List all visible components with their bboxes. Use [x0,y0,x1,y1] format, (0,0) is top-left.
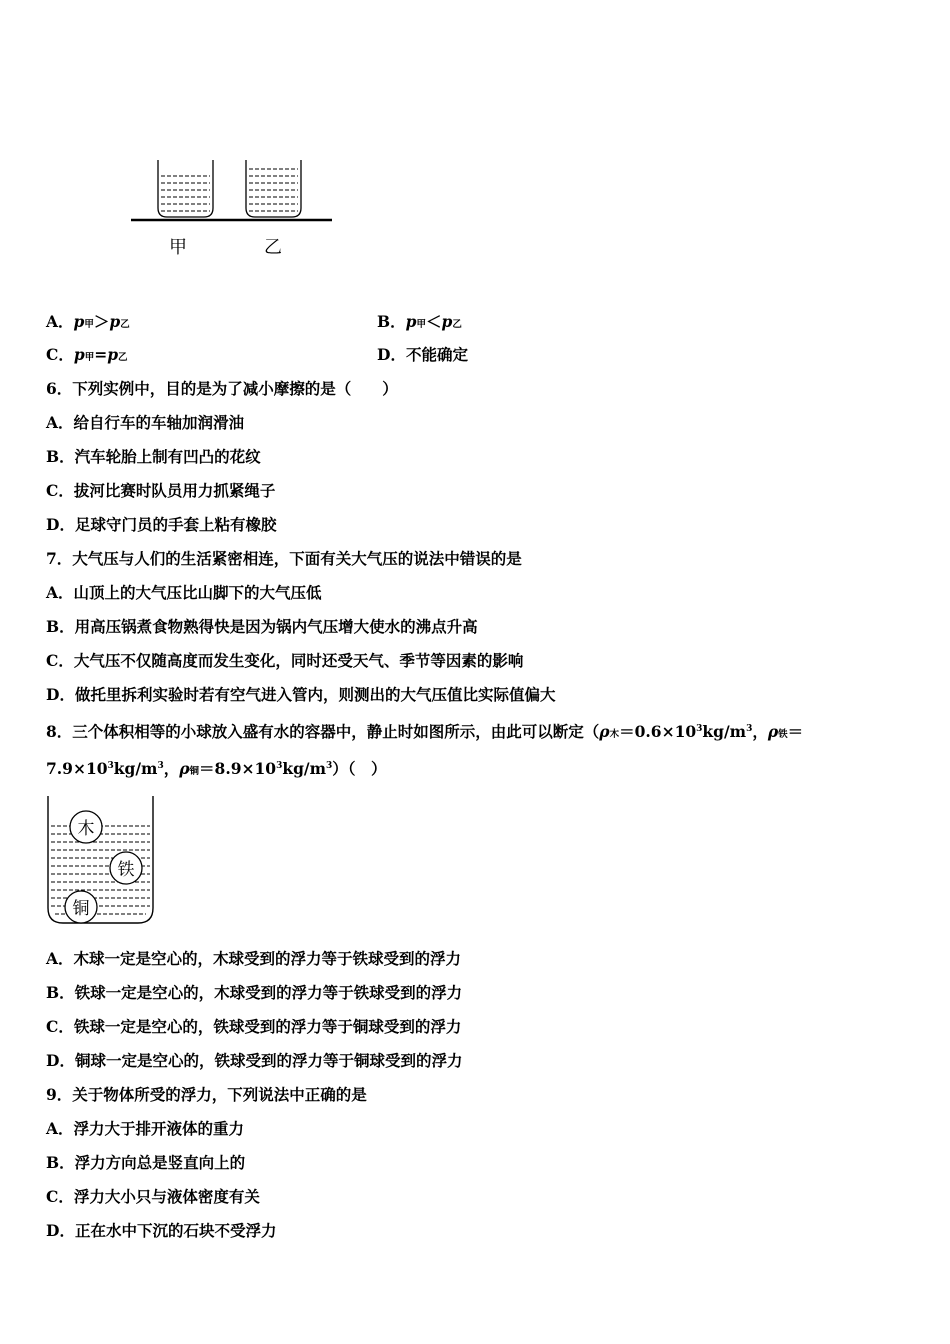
q9-option-d[interactable]: D．正在水中下沉的石块不受浮力 [46,1221,277,1240]
q8-stem-line1: 8．三个体积相等的小球放入盛有水的容器中，静止时如图所示，由此可以断定（ρ木$=0.6\times 10^3kg/m^3$，ρ铁＝ [46,722,804,741]
ball-wood [70,811,102,843]
q6-option-a[interactable]: A．给自行车的车轴加润滑油 [46,413,245,432]
q9-option-c[interactable]: C．浮力大小只与液体密度有关 [46,1187,260,1206]
q7-option-d[interactable]: D．做托里拆利实验时若有空气进入管内，则测出的大气压值比实际值偏大 [46,685,556,704]
q6-option-b[interactable]: B．汽车轮胎上制有凹凸的花纹 [46,447,261,466]
beaker-figure [0,790,950,930]
container-yi [246,160,301,217]
containers-figure [0,0,950,270]
label-yi: 乙 [264,237,282,258]
q5-option-d[interactable]: D．不能确定 [377,345,468,364]
q8-option-b[interactable]: B．铁球一定是空心的，木球受到的浮力等于铁球受到的浮力 [46,983,463,1002]
q7-option-b[interactable]: B．用高压锅煮食物熟得快是因为锅内气压增大使水的沸点升高 [46,617,478,636]
q7-option-c[interactable]: C．大气压不仅随高度而发生变化，同时还受天气、季节等因素的影响 [46,651,524,670]
q6-option-d[interactable]: D．足球守门员的手套上粘有橡胶 [46,515,277,534]
q6-stem: 6．下列实例中，目的是为了减小摩擦的是（ ） [46,379,398,398]
q6-option-c[interactable]: C．拔河比赛时队员用力抓紧绳子 [46,481,276,500]
svg-text:木: 木 [77,819,95,839]
q9-stem: 9．关于物体所受的浮力，下列说法中正确的是 [46,1085,367,1104]
q5-option-c[interactable]: C．p甲=p乙 [46,345,128,364]
q8-stem-line2: $7.9\times 10^3kg/m^3$，ρ铜$=8.9\times 10^3kg/m^3$）（ ） [46,759,387,778]
q5-option-b[interactable]: B．p甲＜p乙 [377,312,462,331]
ball-copper [65,891,97,923]
q8-option-c[interactable]: C．铁球一定是空心的，铁球受到的浮力等于铜球受到的浮力 [46,1017,462,1036]
ball-iron [110,852,142,884]
container-jia [158,160,213,217]
q8-option-a[interactable]: A．木球一定是空心的，木球受到的浮力等于铁球受到的浮力 [46,949,462,968]
q9-option-a[interactable]: A．浮力大于排开液体的重力 [46,1119,245,1138]
q7-stem: 7．大气压与人们的生活紧密相连，下面有关大气压的说法中错误的是 [46,549,522,568]
q5-option-a[interactable]: A．p甲＞p乙 [46,312,130,331]
svg-text:铁: 铁 [117,860,135,880]
label-jia: 甲 [169,237,187,258]
q7-option-a[interactable]: A．山顶上的大气压比山脚下的大气压低 [46,583,322,602]
svg-text:铜: 铜 [72,899,90,919]
q9-option-b[interactable]: B．浮力方向总是竖直向上的 [46,1153,246,1172]
q8-option-d[interactable]: D．铜球一定是空心的，铁球受到的浮力等于铜球受到的浮力 [46,1051,463,1070]
